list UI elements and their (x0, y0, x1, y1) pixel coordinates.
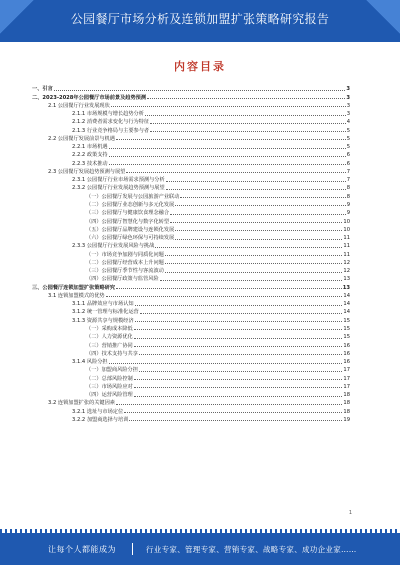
toc-entry-label: （二）公园餐厅经营成本上升问题 (86, 259, 164, 266)
toc-entry-label: 3.2 连锁加盟扩张的关键因素 (48, 400, 115, 407)
toc-entry-label: 2.3.2 公园餐厅行业发展趋势预测与展望 (72, 185, 165, 192)
toc-entry-page: 8 (346, 185, 350, 192)
toc-entry-label: （四）运营风险管理 (86, 392, 133, 399)
toc-entry[interactable] (32, 266, 350, 274)
toc-entry-leader (116, 287, 342, 289)
toc-entry-label: （三）公园餐厅与健康饮食理念融合 (86, 210, 170, 217)
toc-entry-label: 3.1 连锁加盟模式的优势 (48, 292, 105, 299)
footer-slogan: 让每个人都能成为 (48, 545, 116, 554)
toc-entry[interactable] (32, 373, 350, 381)
toc-entry-leader (134, 337, 343, 339)
toc-entry-page: 14 (343, 301, 350, 308)
toc-entry-label: 2.2.1 市场机遇 (72, 144, 108, 151)
toc-entry-label: 3.1.4 风险分担 (72, 359, 108, 366)
toc-entry[interactable] (32, 84, 350, 92)
toc-entry-page: 13 (342, 284, 350, 291)
toc-entry-page: 16 (343, 359, 350, 366)
footer-divider (132, 543, 133, 555)
toc-entry-leader (109, 362, 343, 364)
toc-entry-page: 15 (343, 334, 350, 341)
toc-entry-page: 4 (346, 119, 350, 126)
toc-entry[interactable] (32, 349, 350, 357)
toc-entry[interactable] (32, 150, 350, 158)
toc-entry-leader (116, 138, 346, 140)
toc-entry-leader (109, 163, 346, 165)
toc-entry[interactable] (32, 175, 350, 183)
toc-entry-label: 2.1.1 市场规模与增长趋势分析 (72, 111, 144, 118)
toc-entry-page: 15 (343, 325, 350, 332)
toc-entry-leader (180, 196, 345, 198)
toc-entry-leader (160, 279, 343, 281)
toc-entry-page: 19 (343, 416, 350, 423)
toc-entry-label: 2.3.3 公园餐厅行业发展风险与挑战 (72, 243, 155, 250)
toc-entry-leader (175, 204, 345, 206)
toc-entry-label: （一）市场竞争加剧与同质化问题 (86, 251, 164, 258)
toc-entry-label: （四）公园餐厅智慧化与数字化转型 (86, 218, 170, 225)
toc-entry-label: （一）加盟商风险分担 (86, 367, 138, 374)
toc-entry-leader (124, 411, 342, 413)
toc-entry[interactable] (32, 340, 350, 348)
toc-entry-label: 三、公园餐厅连锁加盟扩张策略研究 (32, 284, 116, 291)
toc-entry-label: 3.2.1 选址与市场定位 (72, 408, 124, 415)
toc-entry-leader (109, 147, 346, 149)
toc-entry-label: （二）总部风险控制 (86, 375, 133, 382)
toc-entry-page: 14 (343, 309, 350, 316)
toc-entry-page: 12 (343, 268, 350, 275)
toc-entry-page: 9 (346, 210, 350, 217)
toc-entry-page: 17 (343, 375, 350, 382)
toc-entry-label: 2.1 公园餐厅行业发展现状 (48, 102, 110, 109)
toc-entry[interactable] (32, 365, 350, 373)
toc-entry-label: 2.2.2 政策支持 (72, 152, 108, 159)
page-number: 1 (348, 510, 352, 516)
toc-entry-leader (166, 188, 346, 190)
toc-entry-label: 2.1.2 消费者需求变化与行为特征 (72, 119, 150, 126)
toc-entry-label: 3.1.2 统一管理与标准化运营 (72, 309, 139, 316)
toc-entry-leader (126, 171, 345, 173)
toc-entry-label: （六）公园餐厅绿色环保与可持续发展 (86, 235, 175, 242)
footer-dotted-border (0, 529, 400, 533)
toc-entry[interactable] (32, 291, 350, 299)
toc-entry-page: 15 (343, 317, 350, 324)
toc-entry[interactable] (32, 101, 350, 109)
toc-entry-leader (147, 97, 345, 99)
toc-entry-label: 二、2023-2028年公园餐厅市场前景及趋势预测 (32, 94, 147, 101)
footer-tagline: 行业专家、管理专家、营销专家、战略专家、成功企业家…… (146, 545, 357, 554)
toc-entry-page: 7 (346, 177, 350, 184)
toc-entry-label: （一）公园餐厅发展与公园旅游产业联动 (86, 193, 180, 200)
toc-entry-label: （四）公园餐厅政策与监管风险 (86, 276, 159, 283)
toc-entry-page: 8 (346, 193, 350, 200)
toc-entry-label: （五）公园餐厅品牌建设与连锁化发展 (86, 226, 175, 233)
toc-entry[interactable] (32, 390, 350, 398)
toc-entry-leader (150, 130, 346, 132)
toc-entry-label: （三）市场风险应对 (86, 383, 133, 390)
toc-entry-label: （二）人力资源优化 (86, 334, 133, 341)
toc-entry-leader (134, 345, 343, 347)
toc-entry[interactable] (32, 332, 350, 340)
toc-entry-leader (106, 295, 343, 297)
toc-entry-page: 12 (343, 259, 350, 266)
toc-entry[interactable] (32, 92, 350, 100)
toc-entry[interactable] (32, 315, 350, 323)
toc-entry[interactable] (32, 158, 350, 166)
toc-entry-label: （三）营销推广协同 (86, 342, 133, 349)
toc-entry[interactable] (32, 249, 350, 257)
toc-entry-label: 一、引言 (32, 86, 53, 93)
toc-entry-label: 2.2.3 技术推动 (72, 160, 108, 167)
toc-entry-page: 3 (346, 102, 350, 109)
toc-entry-leader (134, 395, 343, 397)
toc-title: 内容目录 (174, 60, 226, 73)
toc-entry[interactable] (32, 191, 350, 199)
toc-entry-leader (145, 114, 346, 116)
toc-entry-page: 10 (343, 226, 350, 233)
toc-entry-page: 18 (343, 400, 350, 407)
toc-entry-page: 18 (343, 408, 350, 415)
toc-entry-leader (165, 254, 343, 256)
toc-entry[interactable] (32, 274, 350, 282)
toc-entry-leader (165, 262, 343, 264)
toc-entry-leader (139, 353, 343, 355)
toc-entry-page: 9 (346, 201, 350, 208)
toc-entry-leader (54, 89, 346, 91)
toc-entry-leader (175, 238, 342, 240)
toc-entry[interactable] (32, 125, 350, 133)
toc-entry-page: 11 (343, 251, 350, 258)
toc-entry-page: 5 (346, 135, 350, 142)
toc-entry-leader (135, 304, 343, 306)
toc-entry-leader (140, 312, 343, 314)
toc-entry-page: 3 (346, 86, 350, 93)
toc-entry-label: （一）采购成本降低 (86, 325, 133, 332)
toc-entry-page: 11 (343, 235, 350, 242)
toc-entry-label: 2.2 公园餐厅发展前景与机遇 (48, 135, 115, 142)
toc-entry[interactable] (32, 382, 350, 390)
toc-entry-leader (165, 271, 343, 273)
toc-entry-page: 16 (343, 342, 350, 349)
toc-entry-page: 3 (346, 111, 350, 118)
toc-entry-label: 3.2.2 加盟商选择与培训 (72, 416, 129, 423)
toc-entry[interactable] (32, 117, 350, 125)
toc-entry-leader (109, 155, 346, 157)
toc-entry[interactable] (32, 258, 350, 266)
toc-entry-page: 13 (343, 276, 350, 283)
toc-entry-label: 3.1.1 品牌效应与市场认知 (72, 301, 134, 308)
toc-entry[interactable] (32, 208, 350, 216)
toc-entry[interactable] (32, 241, 350, 249)
toc-entry-label: （四）技术支持与共享 (86, 350, 138, 357)
toc-entry-leader (134, 378, 343, 380)
toc-entry[interactable] (32, 134, 350, 142)
toc-entry-leader (134, 386, 343, 388)
toc-entry-leader (129, 419, 342, 421)
toc-entry[interactable] (32, 282, 350, 290)
toc-entry-leader (166, 180, 346, 182)
toc-entry-page: 11 (343, 243, 350, 250)
toc-entry-page: 14 (343, 292, 350, 299)
toc-entry[interactable] (32, 233, 350, 241)
toc-entry-label: 2.3.1 公园餐厅行业市场需求预测与分析 (72, 177, 165, 184)
header-banner (0, 0, 400, 42)
toc-entry[interactable] (32, 216, 350, 224)
toc-entry-leader (135, 320, 343, 322)
toc-entry[interactable] (32, 307, 350, 315)
toc-entry-leader (150, 122, 346, 124)
toc-entry-page: 5 (346, 127, 350, 134)
table-of-contents (32, 84, 350, 519)
toc-entry[interactable] (32, 142, 350, 150)
toc-entry[interactable] (32, 357, 350, 365)
toc-entry-label: 3.1.3 资源共享与规模经济 (72, 317, 134, 324)
toc-entry-page: 10 (343, 218, 350, 225)
toc-entry[interactable] (32, 324, 350, 332)
toc-entry-page: 18 (343, 392, 350, 399)
toc-entry[interactable] (32, 406, 350, 414)
toc-entry-leader (139, 370, 343, 372)
toc-entry[interactable] (32, 183, 350, 191)
toc-entry-page: 6 (346, 152, 350, 159)
toc-entry[interactable] (32, 225, 350, 233)
toc-entry-page: 16 (343, 350, 350, 357)
toc-entry-page: 5 (346, 144, 350, 151)
toc-entry[interactable] (32, 415, 350, 423)
toc-entry-leader (116, 403, 342, 405)
toc-entry-leader (134, 328, 343, 330)
toc-entry-label: （三）公园餐厅季节性与客流波动 (86, 268, 164, 275)
toc-entry-page: 3 (346, 94, 350, 101)
toc-entry-page: 17 (343, 383, 350, 390)
document-title: 公园餐厅市场分析及连锁加盟扩张策略研究报告 (70, 12, 330, 26)
toc-entry-label: （二）公园餐厅业态创新与多元化发展 (86, 201, 175, 208)
footer-banner (0, 533, 400, 565)
toc-entry[interactable] (32, 398, 350, 406)
toc-entry-leader (155, 246, 342, 248)
toc-entry[interactable] (32, 299, 350, 307)
toc-entry-page: 17 (343, 367, 350, 374)
toc-entry-page: 6 (346, 160, 350, 167)
toc-entry-label: 2.1.3 行业竞争格局与主要参与者 (72, 127, 150, 134)
toc-entry-leader (170, 221, 342, 223)
toc-entry[interactable] (32, 167, 350, 175)
toc-entry-page: 7 (346, 168, 350, 175)
toc-entry[interactable] (32, 109, 350, 117)
toc-entry[interactable] (32, 200, 350, 208)
toc-entry-leader (175, 229, 342, 231)
toc-entry-leader (170, 213, 346, 215)
toc-entry-leader (111, 105, 346, 107)
toc-entry-label: 2.3 公园餐厅发展趋势预测与展望 (48, 168, 126, 175)
